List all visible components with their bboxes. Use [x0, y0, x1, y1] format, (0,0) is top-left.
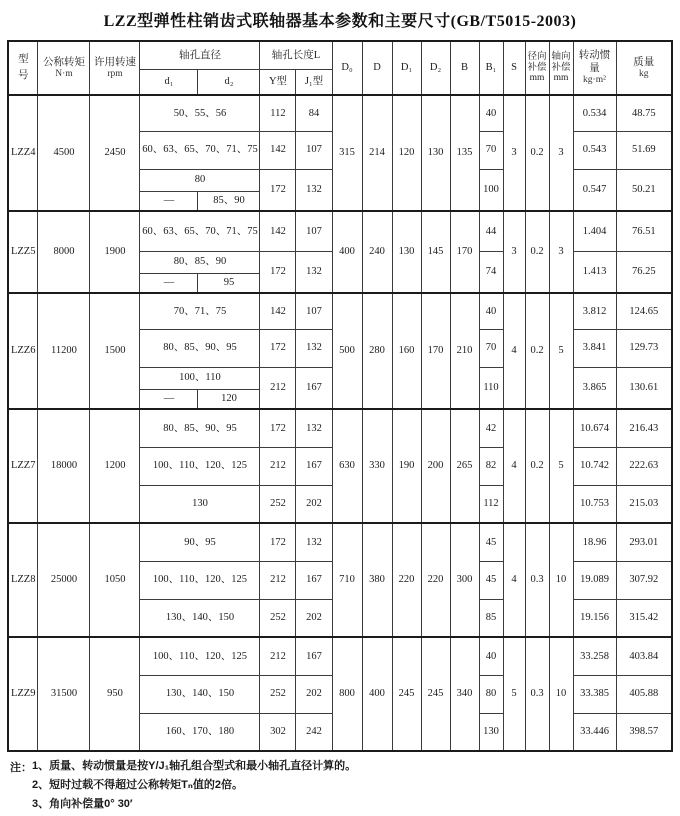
cell-inertia: 1.404 [573, 211, 616, 251]
parameters-table [7, 40, 673, 752]
cell-d: 130、140、150 [140, 675, 260, 713]
cell-model: LZZ9 [8, 637, 38, 751]
cell-torque: 25000 [38, 523, 90, 637]
col-header-mass: 质量 kg [616, 41, 672, 95]
cell-B: 265 [450, 409, 479, 523]
cell-S: 4 [503, 293, 525, 409]
cell-j1: 107 [296, 211, 332, 251]
table-header [8, 41, 672, 95]
col-header-model: 型号 [8, 41, 38, 95]
col-header-axial-compensation: 轴向 补偿 mm [549, 41, 573, 95]
cell-inertia: 3.865 [573, 367, 616, 409]
cell-d: 90、95 [140, 523, 260, 561]
cell-B: 135 [450, 95, 479, 211]
cell-j1: 107 [296, 131, 332, 169]
cell-D: 400 [362, 637, 392, 751]
cell-j1: 202 [296, 485, 332, 523]
cell-inertia: 18.96 [573, 523, 616, 561]
cell-S: 4 [503, 523, 525, 637]
cell-mass: 130.61 [616, 367, 672, 409]
cell-radial: 0.2 [525, 95, 549, 211]
col-header-radial-compensation: 径向 补偿 mm [525, 41, 549, 95]
col-header-d2: d₂ [198, 69, 260, 95]
cell-mass: 293.01 [616, 523, 672, 561]
footnote-3: 3、角向补偿量0° 30′ [32, 797, 133, 810]
cell-y: 172 [260, 523, 296, 561]
cell-radial: 0.3 [525, 523, 549, 637]
col-header-speed: 许用转速 rpm [90, 41, 140, 95]
cell-d: 100、110、120、125 [140, 637, 260, 675]
table-row [8, 293, 672, 329]
cell-D2: 130 [421, 95, 450, 211]
cell-y: 252 [260, 675, 296, 713]
cell-y: 212 [260, 367, 296, 409]
cell-torque: 4500 [38, 95, 90, 211]
col-header-j1-type: J₁型 [296, 69, 332, 95]
cell-j1: 132 [296, 329, 332, 367]
cell-radial: 0.3 [525, 637, 549, 751]
cell-mass: 307.92 [616, 561, 672, 599]
cell-d: 100、110、120、125 [140, 447, 260, 485]
cell-inertia: 33.258 [573, 637, 616, 675]
cell-inertia: 19.156 [573, 599, 616, 637]
cell-D: 214 [362, 95, 392, 211]
cell-j1: 107 [296, 293, 332, 329]
cell-axial: 10 [549, 637, 573, 751]
cell-j1: 202 [296, 599, 332, 637]
cell-speed: 950 [90, 637, 140, 751]
cell-B1: 82 [479, 447, 503, 485]
cell-d: 100、110 [140, 367, 260, 389]
cell-B1: 44 [479, 211, 503, 251]
cell-D1: 245 [392, 637, 421, 751]
cell-D: 240 [362, 211, 392, 293]
col-header-D0: D₀ [332, 41, 362, 95]
cell-mass: 76.51 [616, 211, 672, 251]
cell-speed: 1500 [90, 293, 140, 409]
cell-D1: 120 [392, 95, 421, 211]
cell-d: 80、85、90、95 [140, 329, 260, 367]
cell-D0: 710 [332, 523, 362, 637]
cell-mass: 124.65 [616, 293, 672, 329]
cell-j1: 132 [296, 251, 332, 293]
cell-d2: 85、90 [198, 191, 260, 211]
cell-inertia: 0.543 [573, 131, 616, 169]
cell-D: 330 [362, 409, 392, 523]
col-header-S: S [503, 41, 525, 95]
cell-j1: 132 [296, 523, 332, 561]
cell-inertia: 3.812 [573, 293, 616, 329]
cell-D: 380 [362, 523, 392, 637]
cell-B: 210 [450, 293, 479, 409]
cell-inertia: 33.446 [573, 713, 616, 751]
cell-D1: 190 [392, 409, 421, 523]
page-title: LZZ型弹性柱销齿式联轴器基本参数和主要尺寸(GB/T5015-2003) [103, 13, 577, 30]
col-header-bore-length: 轴孔长度L [260, 41, 332, 69]
cell-j1: 167 [296, 561, 332, 599]
cell-B1: 45 [479, 523, 503, 561]
cell-torque: 31500 [38, 637, 90, 751]
cell-d: 50、55、56 [140, 95, 260, 131]
cell-inertia: 33.385 [573, 675, 616, 713]
col-header-torque: 公称转矩 N·m [38, 41, 90, 95]
cell-y: 252 [260, 485, 296, 523]
cell-d: 80、85、90 [140, 251, 260, 273]
cell-y: 302 [260, 713, 296, 751]
cell-mass: 48.75 [616, 95, 672, 131]
cell-y: 172 [260, 251, 296, 293]
cell-d: 130、140、150 [140, 599, 260, 637]
cell-d1: — [140, 389, 198, 409]
cell-model: LZZ6 [8, 293, 38, 409]
cell-y: 172 [260, 169, 296, 211]
cell-B1: 40 [479, 293, 503, 329]
cell-B1: 74 [479, 251, 503, 293]
cell-j1: 167 [296, 367, 332, 409]
cell-D0: 800 [332, 637, 362, 751]
col-header-D1: D₁ [392, 41, 421, 95]
cell-B1: 45 [479, 561, 503, 599]
cell-model: LZZ5 [8, 211, 38, 293]
cell-d: 100、110、120、125 [140, 561, 260, 599]
cell-B1: 70 [479, 329, 503, 367]
cell-B1: 80 [479, 675, 503, 713]
cell-mass: 403.84 [616, 637, 672, 675]
cell-inertia: 0.534 [573, 95, 616, 131]
cell-D0: 500 [332, 293, 362, 409]
table-row [8, 409, 672, 447]
cell-B1: 40 [479, 637, 503, 675]
cell-j1: 132 [296, 409, 332, 447]
cell-mass: 222.63 [616, 447, 672, 485]
cell-B: 340 [450, 637, 479, 751]
cell-d: 80、85、90、95 [140, 409, 260, 447]
cell-mass: 129.73 [616, 329, 672, 367]
col-header-D2: D₂ [421, 41, 450, 95]
cell-d: 130 [140, 485, 260, 523]
cell-D0: 400 [332, 211, 362, 293]
cell-D1: 130 [392, 211, 421, 293]
cell-y: 212 [260, 447, 296, 485]
col-header-D: D [362, 41, 392, 95]
col-header-y-type: Y型 [260, 69, 296, 95]
table-row [8, 95, 672, 131]
footnotes [10, 759, 680, 816]
cell-axial: 3 [549, 95, 573, 211]
col-header-bore-diameter: 轴孔直径 [140, 41, 260, 69]
cell-y: 252 [260, 599, 296, 637]
cell-j1: 132 [296, 169, 332, 211]
cell-y: 212 [260, 561, 296, 599]
col-header-inertia: 转动惯量 kg·m² [573, 41, 616, 95]
cell-inertia: 10.753 [573, 485, 616, 523]
cell-y: 142 [260, 211, 296, 251]
cell-B: 170 [450, 211, 479, 293]
cell-d1: — [140, 273, 198, 293]
cell-S: 5 [503, 637, 525, 751]
cell-D2: 170 [421, 293, 450, 409]
cell-mass: 76.25 [616, 251, 672, 293]
cell-d: 70、71、75 [140, 293, 260, 329]
footnote-1: 1、质量、转动惯量是按Y/J₁轴孔组合型式和最小轴孔直径计算的。 [32, 760, 357, 772]
cell-inertia: 1.413 [573, 251, 616, 293]
cell-speed: 1200 [90, 409, 140, 523]
cell-radial: 0.2 [525, 409, 549, 523]
footnote-prefix: 注： [10, 762, 32, 774]
cell-mass: 398.57 [616, 713, 672, 751]
cell-axial: 10 [549, 523, 573, 637]
cell-radial: 0.2 [525, 293, 549, 409]
cell-inertia: 10.674 [573, 409, 616, 447]
cell-d: 60、63、65、70、71、75 [140, 211, 260, 251]
cell-y: 112 [260, 95, 296, 131]
cell-y: 212 [260, 637, 296, 675]
cell-model: LZZ8 [8, 523, 38, 637]
cell-mass: 405.88 [616, 675, 672, 713]
cell-B1: 110 [479, 367, 503, 409]
table-row [8, 211, 672, 251]
cell-y: 142 [260, 131, 296, 169]
col-header-B1: B₁ [479, 41, 503, 95]
cell-inertia: 0.547 [573, 169, 616, 211]
cell-j1: 84 [296, 95, 332, 131]
cell-d2: 120 [198, 389, 260, 409]
cell-d1: — [140, 191, 198, 211]
cell-D2: 145 [421, 211, 450, 293]
cell-d: 160、170、180 [140, 713, 260, 751]
cell-B1: 112 [479, 485, 503, 523]
cell-S: 3 [503, 211, 525, 293]
cell-D: 280 [362, 293, 392, 409]
cell-axial: 3 [549, 211, 573, 293]
cell-y: 142 [260, 293, 296, 329]
cell-d: 60、63、65、70、71、75 [140, 131, 260, 169]
table-row [8, 523, 672, 561]
cell-y: 172 [260, 409, 296, 447]
cell-speed: 1050 [90, 523, 140, 637]
cell-j1: 242 [296, 713, 332, 751]
cell-axial: 5 [549, 293, 573, 409]
cell-d: 80 [140, 169, 260, 191]
col-header-B: B [450, 41, 479, 95]
cell-inertia: 10.742 [573, 447, 616, 485]
cell-j1: 202 [296, 675, 332, 713]
cell-D2: 200 [421, 409, 450, 523]
cell-D0: 630 [332, 409, 362, 523]
cell-torque: 11200 [38, 293, 90, 409]
cell-inertia: 19.089 [573, 561, 616, 599]
cell-j1: 167 [296, 637, 332, 675]
cell-B1: 42 [479, 409, 503, 447]
footnote-2: 2、短时过载不得超过公称转矩Tₙ值的2倍。 [32, 778, 243, 791]
header-row-1 [8, 41, 672, 69]
cell-inertia: 3.841 [573, 329, 616, 367]
cell-model: LZZ7 [8, 409, 38, 523]
cell-j1: 167 [296, 447, 332, 485]
cell-axial: 5 [549, 409, 573, 523]
cell-S: 3 [503, 95, 525, 211]
cell-torque: 8000 [38, 211, 90, 293]
cell-D2: 220 [421, 523, 450, 637]
cell-mass: 216.43 [616, 409, 672, 447]
table-row [8, 637, 672, 675]
cell-D1: 220 [392, 523, 421, 637]
cell-model: LZZ4 [8, 95, 38, 211]
cell-mass: 215.03 [616, 485, 672, 523]
cell-B1: 100 [479, 169, 503, 211]
cell-torque: 18000 [38, 409, 90, 523]
cell-mass: 51.69 [616, 131, 672, 169]
cell-mass: 315.42 [616, 599, 672, 637]
cell-mass: 50.21 [616, 169, 672, 211]
cell-S: 4 [503, 409, 525, 523]
cell-speed: 1900 [90, 211, 140, 293]
cell-B1: 130 [479, 713, 503, 751]
col-header-d1: d₁ [140, 69, 198, 95]
cell-B1: 70 [479, 131, 503, 169]
cell-D2: 245 [421, 637, 450, 751]
cell-speed: 2450 [90, 95, 140, 211]
cell-B: 300 [450, 523, 479, 637]
cell-B1: 40 [479, 95, 503, 131]
cell-y: 172 [260, 329, 296, 367]
cell-B1: 85 [479, 599, 503, 637]
cell-d2: 95 [198, 273, 260, 293]
cell-D1: 160 [392, 293, 421, 409]
cell-radial: 0.2 [525, 211, 549, 293]
cell-D0: 315 [332, 95, 362, 211]
